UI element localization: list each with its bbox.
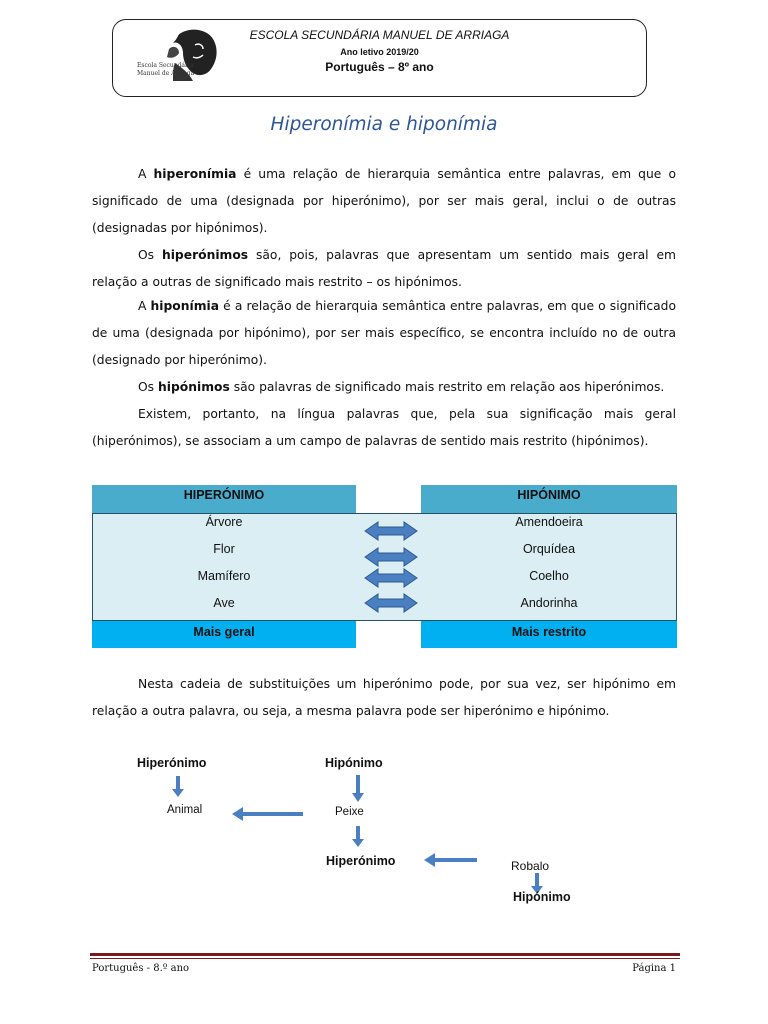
table-cell-left: Flor (213, 542, 235, 556)
school-name: ESCOLA SECUNDÁRIA MANUEL DE ARRIAGA (249, 28, 510, 42)
p2-post: são, pois, palavras que apresentam um sentido mais geral em relação a outras de significado mais restrito – os hipónimos. (92, 248, 677, 289)
double-arrow-icon (364, 567, 418, 589)
diagram-hiperonimo-2-label: Hiperónimo (326, 854, 396, 868)
double-arrow-icon (364, 520, 418, 542)
down-arrow-icon (351, 826, 365, 848)
diagram-robalo-label: Robalo (511, 859, 550, 873)
footer-subject: Português - 8.º ano (92, 963, 190, 974)
down-arrow-icon (351, 775, 365, 803)
footer-rule-thin (90, 958, 680, 959)
table-cell-right: Andorinha (520, 596, 578, 610)
table-cell-right: Orquídea (522, 542, 576, 556)
page-title: Hiperonímia e hiponímia (270, 114, 498, 135)
table-cell-left: Árvore (205, 515, 243, 529)
table-header-hiponimo: HIPÓNIMO (421, 485, 677, 513)
diagram-animal-label: Animal (167, 804, 203, 816)
table-footer-mais-geral: Mais geral (92, 621, 356, 648)
left-arrow-icon (232, 806, 304, 822)
double-arrow-icon (364, 592, 418, 614)
table-cell-left: Ave (213, 596, 235, 610)
left-arrow-icon (424, 852, 478, 868)
double-arrow-icon (364, 546, 418, 568)
p3-pre: A (138, 299, 151, 313)
paragraph-existem (92, 401, 676, 455)
table-footer-mais-restrito: Mais restrito (421, 621, 677, 648)
logo-caption-line2: Manuel de Arriaga (137, 70, 195, 77)
p4-post: são palavras de significado mais restrito em relação aos hiperónimos. (229, 380, 665, 394)
table-cell-right: Coelho (529, 569, 569, 583)
p4-pre: Os (138, 380, 158, 394)
p4-term: hipónimos (158, 380, 230, 394)
school-year: Ano letivo 2019/20 (340, 47, 419, 57)
table-cell-left: Mamífero (197, 569, 251, 583)
paragraph-hiponimia (92, 293, 676, 374)
p1-pre: A (138, 167, 154, 181)
logo-caption-line1: Escola Secundária (137, 62, 194, 69)
p2-pre: Os (138, 248, 162, 262)
footer-page-number: Página 1 (632, 963, 676, 974)
paragraph-cadeia (92, 671, 676, 725)
p1-term: hiperonímia (153, 167, 237, 181)
diagram-hiponimo-label: Hipónimo (325, 756, 383, 770)
diagram-hiperonimo-label: Hiperónimo (137, 756, 207, 770)
paragraph-hiperonimos (92, 242, 676, 296)
table-header-hiperonimo: HIPERÓNIMO (92, 485, 356, 513)
table-cell-right: Amendoeira (515, 515, 583, 529)
p3-term: hiponímia (150, 299, 220, 313)
down-arrow-icon (171, 776, 185, 798)
p5-text: Existem, portanto, na língua palavras que, pela sua significação mais geral (hiperónimos), se associam a um campo de palavras de sentido mais restrito (hipónimos). (92, 407, 676, 448)
diagram-peixe-label: Peixe (335, 806, 364, 818)
paragraph-hiponimos (92, 374, 676, 401)
p3-post: é a relação de hierarquia semântica entre palavras, em que o significado de uma (designada por hipónimo), por ser mais específico, se encontra incluído no de outra (designado por hiperónimo). (92, 299, 676, 367)
p1-post: é uma relação de hierarquia semântica entre palavras, em que o significado de uma (designada por hiperónimo), por ser mais geral, inclui o de outras (designadas por hipónimos). (92, 167, 676, 235)
footer-rule (90, 953, 680, 956)
paragraph-hiperonimia (92, 161, 676, 242)
p6-text: Nesta cadeia de substituições um hiperónimo pode, por sua vez, ser hipónimo em relação a outra palavra, ou seja, a mesma palavra pode ser hiperónimo e hipónimo. (92, 677, 676, 718)
subject-label: Português – 8º ano (325, 60, 434, 74)
p2-term: hiperónimos (161, 248, 249, 262)
diagram-hiponimo-2-label: Hipónimo (513, 890, 571, 904)
